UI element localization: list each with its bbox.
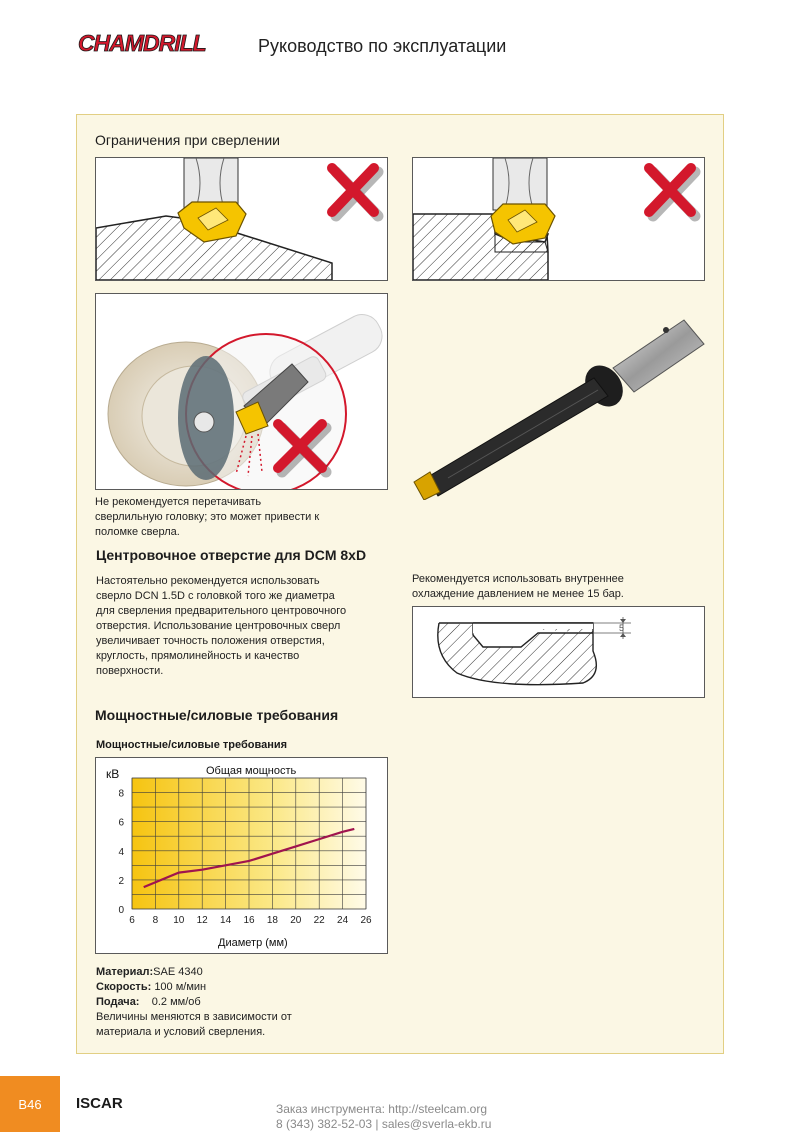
speed-value: 100 м/мин: [154, 981, 207, 993]
x-tick-label: 10: [173, 915, 185, 926]
order-link[interactable]: Заказ инструмента: http://steelcam.org: [276, 1102, 488, 1116]
y-tick-label: 4: [118, 846, 124, 858]
limits-heading: Ограничения при сверлении: [95, 132, 281, 148]
regrinding-figure: [95, 293, 388, 490]
x-tick-label: 24: [337, 915, 349, 926]
x-tick-label: 8: [152, 915, 159, 926]
centering-heading: Центровочное отверстие для DCM 8xD: [96, 547, 367, 563]
y-tick-label: 0: [118, 905, 124, 916]
material-value: SAE 4340: [153, 966, 203, 978]
x-tick-label: 18: [266, 915, 278, 926]
centering-hole-figure: [412, 606, 705, 698]
prohibited-cross-icon: [332, 168, 378, 216]
feed-value: 0.2 мм/об: [151, 996, 201, 1008]
page-title: Руководство по эксплуатации: [258, 36, 507, 56]
dimension-label: 5: [619, 623, 625, 633]
y-tick-label: 2: [118, 875, 124, 887]
slanted-surface-figure: [95, 157, 388, 281]
feed-label: Подача:: [96, 996, 140, 1008]
y-tick-label: 8: [118, 788, 124, 800]
order-contacts[interactable]: 8 (343) 382-52-03 | sales@sverla-ekb.ru: [276, 1117, 492, 1131]
x-tick-label: 20: [290, 915, 302, 926]
order-info: [276, 1102, 491, 1132]
x-tick-label: 26: [360, 915, 372, 926]
power-chart: [95, 757, 388, 954]
power-subheading: Мощностные/силовые требования: [96, 739, 288, 751]
brand-name: ISCAR: [76, 1095, 123, 1112]
speed-label: Скорость:: [96, 981, 152, 993]
centering-text: Настоятельно рекомендуется использовать сверло DCN 1.5D с головкой того же диаметра для сверления предварительного центровочного отверстия. Использование центровочных сверл увеличивает точность положения отверстия, круглость, прямолинейность и качество поверхности.: [96, 575, 347, 677]
x-tick-label: 6: [129, 915, 135, 926]
x-tick-label: 16: [243, 915, 255, 926]
y-tick-label: 6: [118, 817, 124, 829]
step-surface-figure: [412, 157, 705, 281]
material-label: Материал:: [96, 966, 154, 978]
chart-title: Общая мощность: [206, 765, 297, 777]
x-tick-label: 14: [220, 915, 232, 926]
x-axis-label: Диаметр (мм): [218, 937, 288, 949]
drill-image: [408, 300, 718, 500]
x-tick-label: 22: [313, 915, 325, 926]
logo-text: CHAMDRILL: [78, 30, 206, 56]
cutting-params: Материал:SAE 4340 Скорость: 100 м/мин Подача: 0.2 мм/об Величины меняются в зависимости от материала и условий сверления.: [96, 966, 292, 1038]
prohibited-cross-icon: [649, 168, 695, 216]
power-heading: Мощностные/силовые требования: [95, 707, 339, 723]
regrinding-note: Не рекомендуется перетачивать сверлильную головку; это может привести к поломке сверла.: [95, 496, 320, 538]
page-number: B46: [0, 1076, 60, 1132]
chamdrill-logo: [78, 30, 238, 56]
coolant-text: Рекомендуется использовать внутреннее охлаждение давлением не менее 15 бар.: [412, 573, 624, 600]
y-axis-label: кВ: [106, 767, 120, 781]
x-tick-label: 12: [196, 915, 208, 926]
